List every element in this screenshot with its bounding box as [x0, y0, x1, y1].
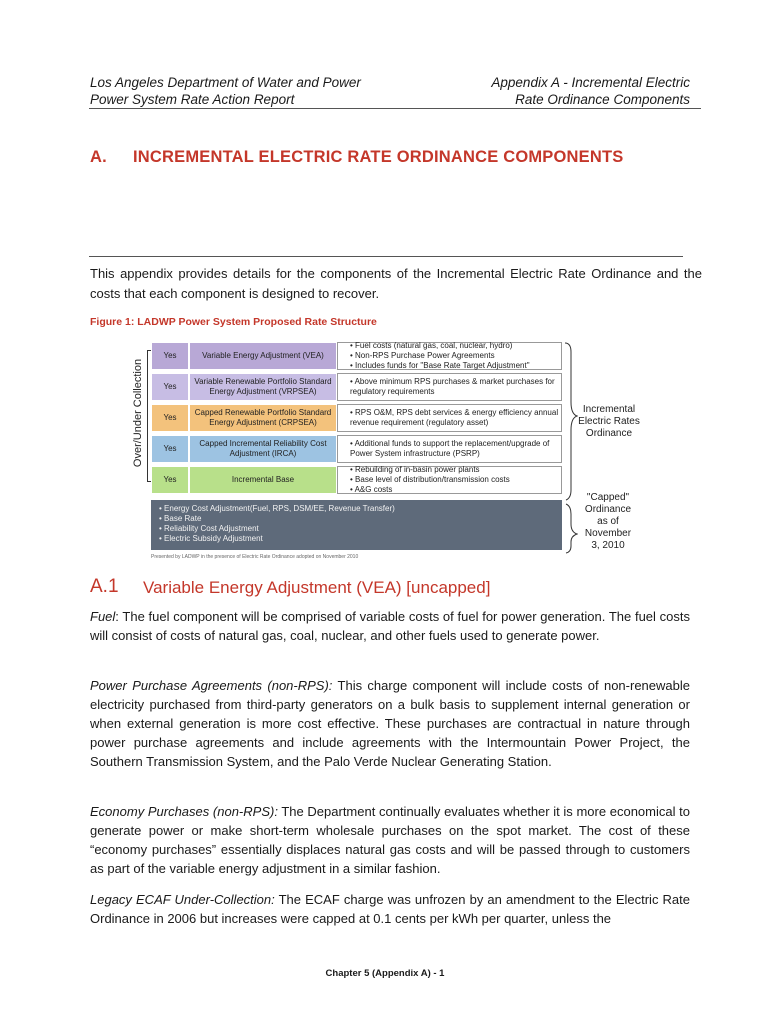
row-yes: Yes [151, 404, 189, 432]
para-lead: Legacy ECAF Under-Collection: [90, 892, 275, 907]
desc-item: • Rebuilding of in-basin power plants [350, 465, 510, 475]
intro-paragraph: This appendix provides details for the components of the Incremental Electric Rate Ordinance and the costs that each component is designed to recover. [90, 266, 702, 301]
desc-item: • Base level of distribution/transmission costs [350, 475, 510, 485]
header-left [90, 74, 361, 108]
section-title: INCREMENTAL ELECTRIC RATE ORDINANCE COMPONENTS [133, 148, 624, 166]
row-component: Capped Incremental Reliability Cost Adjustment (IRCA) [189, 435, 337, 463]
capped-ordinance-label: "Capped" Ordinance as of November 3, 2010 [584, 492, 632, 551]
over-under-collection-label: Over/Under Collection [132, 358, 144, 468]
desc-item: • Additional funds to support the replacement/upgrade of Power System infrastructure (PSRP) [350, 439, 561, 459]
figure-caption: Figure 1: LADWP Power System Proposed Rate Structure [90, 316, 377, 328]
right-brace-icon [564, 342, 578, 554]
para-lead: Power Purchase Agreements (non-RPS): [90, 678, 333, 693]
desc-item: • Above minimum RPS purchases & market purchases for regulatory requirements [350, 377, 561, 397]
para-text: This charge component will include costs of non-renewable electricity purchased from third-party generators on a bulk basis to supplement internal generation or when external generation is more cost effective. These purchases are contractual in nature through power purchase agreements and include agreements with the Intermountain Power Project, the Southern Transmission System, and the Palo Verde Nuclear Generating Station. [90, 678, 690, 769]
header-appendix: Appendix A - Incremental Electric [491, 75, 690, 90]
paragraph-ecaf [90, 890, 690, 928]
para-text: The fuel component will be comprised of variable costs of fuel for power generation. The fuel costs will consist of costs of natural gas, coal, nuclear, and other fuels used to generate power. [90, 609, 690, 643]
capped-item: • Electric Subsidy Adjustment [159, 534, 556, 544]
row-component: Incremental Base [189, 466, 337, 494]
subsection-title: Variable Energy Adjustment (VEA) [uncapped] [143, 578, 491, 597]
para-lead: Fuel [90, 609, 116, 624]
capped-ordinance-box [151, 500, 562, 550]
row-yes: Yes [151, 342, 189, 370]
figure-footnote: Presented by LADWP in the presence of Electric Rate Ordinance adopted on November 2010 [151, 554, 359, 560]
row-yes: Yes [151, 373, 189, 401]
capped-item: • Energy Cost Adjustment(Fuel, RPS, DSM/EE, Revenue Transfer) [159, 504, 556, 514]
para-text: The ECAF charge was unfrozen by an amendment to the Electric Rate Ordinance in 2006 but increases were capped at 0.1 cents per kWh per quarter, unless the [90, 892, 690, 926]
row-yes: Yes [151, 466, 189, 494]
rate-structure-figure [128, 340, 668, 566]
incremental-ordinance-label: Incremental Electric Rates Ordinance [578, 404, 640, 439]
header-org: Los Angeles Department of Water and Power [90, 75, 361, 90]
page-footer: Chapter 5 (Appendix A) - 1 [325, 968, 445, 979]
para-lead: Economy Purchases (non-RPS): [90, 804, 278, 819]
row-description [337, 435, 562, 463]
row-description [337, 404, 562, 432]
row-component: Variable Renewable Portfolio Standard Energy Adjustment (VRPSEA) [189, 373, 337, 401]
section-letter: A. [90, 148, 107, 166]
desc-item: • RPS O&M, RPS debt services & energy efficiency annual revenue requirement (regulatory asset) [350, 408, 561, 428]
capped-item: • Reliability Cost Adjustment [159, 524, 556, 534]
paragraph-economy [90, 802, 690, 878]
header-report: Power System Rate Action Report [90, 92, 295, 107]
header-appendix-sub: Rate Ordinance Components [515, 92, 690, 107]
para-text: The Department continually evaluates whether it is more economical to generate power or make short-term wholesale purchases on the spot market. The cost of these “economy purchases” essentially displaces natural gas costs and will be passed through to customers as part of the variable energy adjustment in a similar fashion. [90, 804, 690, 876]
section-divider [89, 256, 683, 257]
header-divider [89, 108, 701, 109]
desc-item: • Includes funds for "Base Rate Target Adjustment" [350, 361, 530, 371]
capped-item: • Base Rate [159, 514, 556, 524]
desc-item: • Non-RPS Purchase Power Agreements [350, 351, 530, 361]
row-description [337, 342, 562, 370]
desc-item: • A&G costs [350, 485, 510, 495]
paragraph-fuel: Fuel: The fuel component will be comprised of variable costs of fuel for power generation. The fuel costs will consist of costs of natural gas, coal, nuclear, and other fuels used to generate power. [90, 609, 690, 643]
row-description [337, 373, 562, 401]
row-component: Capped Renewable Portfolio Standard Energy Adjustment (CRPSEA) [189, 404, 337, 432]
row-description [337, 466, 562, 494]
row-yes: Yes [151, 435, 189, 463]
paragraph-ppa [90, 676, 690, 771]
header-right [491, 74, 690, 108]
desc-item: • Fuel costs (natural gas, coal, nuclear, hydro) [350, 341, 530, 351]
subsection-number: A.1 [90, 576, 119, 597]
row-component: Variable Energy Adjustment (VEA) [189, 342, 337, 370]
